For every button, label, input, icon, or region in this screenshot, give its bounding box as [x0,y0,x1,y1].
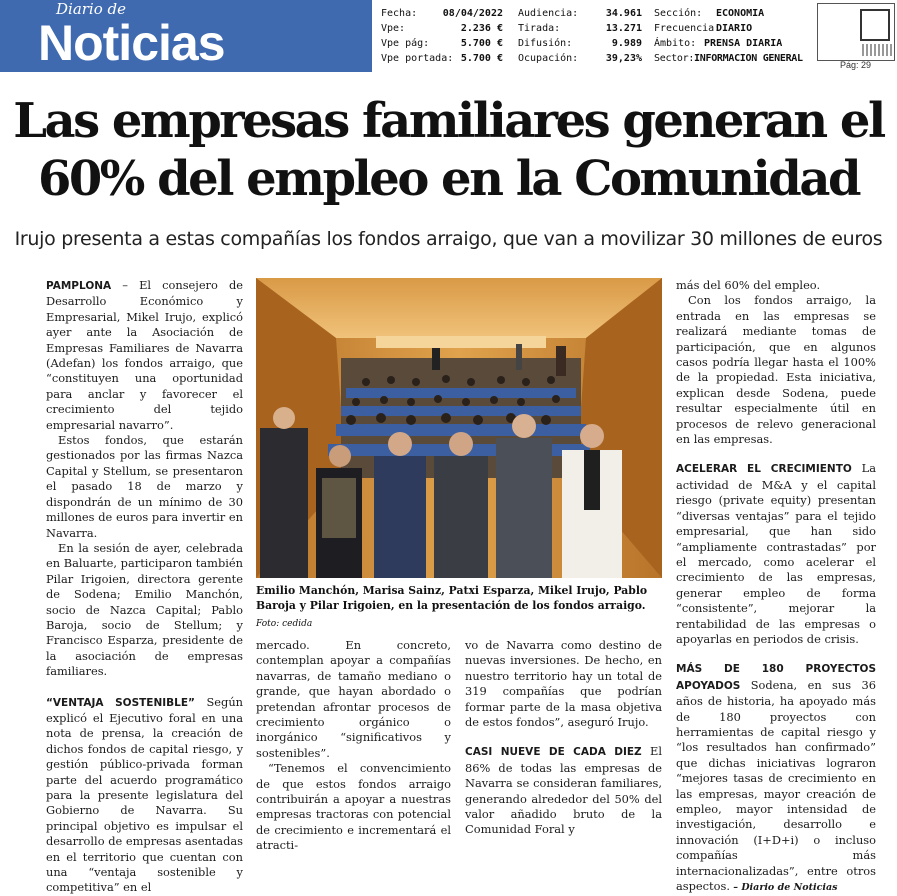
headline-line-1: Las empresas familiares generan el [13,93,884,149]
meta-value: 13.271 [605,23,642,34]
dateline: PAMPLONA [46,280,112,292]
meta-column-2 [518,6,642,66]
paragraph [46,695,243,896]
meta-label: Tirada: [518,23,561,34]
meta-value: INFORMACION GENERAL [694,53,803,64]
meta-value: 2.236 € [460,23,503,34]
paragraph-text: El 86% de todas las empresas de Navarra se consideran familiares, generando alrededor del 50% del valor añadido bruto de la Comunidad Foral y [465,744,662,837]
paragraph: vo de Navarra como destino de nuevas inversiones. De hecho, en nuestro territorio hay un total de 319 compañías que podrían formar parte de la masa objetiva de estos fondos”, aseguró Irujo. [465,638,662,730]
meta-column-1 [381,6,503,66]
meta-column-3 [654,6,803,66]
meta-label: Frecuencia: [654,23,721,34]
paragraph: Estos fondos, que estarán gestionados por las firmas Nazca Capital y Stellum, se presentaron el pasado 18 de marzo y dispondrán de un mínimo de 30 millones de euros para invertir en Navarra. [46,433,243,540]
paragraph-text: – El consejero de Desarrollo Económico y Empresarial, Mikel Irujo, explicó ayer ante la Asociación de Empresas Familiares de Navarra (Adefan) los fondos arraigo, que “constituyen una oportunidad para anclar y favorecer el crecimiento del tejido empresarial navarro”. [46,278,243,432]
photo-illustration [256,278,662,578]
paragraph: mercado. En concreto, contemplan apoyar a compañías navarras, de tamaño mediano o grande, que hayan abordado o pretendan afrontar procesos de crecimiento orgánico o inorgánico “significativos y sostenibles”. [256,638,451,760]
thumbnail-frame [860,9,890,41]
event-photo [256,278,662,578]
subheadline: Irujo presenta a estas compañías los fondos arraigo, que van a movilizar 30 millones de euros [14,228,883,250]
byline-signature: – Diario de Noticias [729,882,838,894]
meta-label: Vpe portada: [381,53,454,64]
headline-line-2: 60% del empleo en la Comunidad [37,151,859,207]
meta-label: Sección: [654,8,703,19]
meta-value: 5.700 € [460,38,503,49]
meta-value: 08/04/2022 [442,8,503,19]
photo-credit: Foto: cedida [256,619,313,629]
meta-value: 9.989 [611,38,642,49]
meta-value: 39,23% [605,53,642,64]
paragraph [465,744,662,837]
paragraph-text: Sodena, en sus 36 años de historia, ha apoyado más de 180 proyectos con herramientas de capital riesgo y “los resultados han confirmado” que dichas iniciativas lograron “mejores tasas de crecimiento en las empresas, mayor creación de empleo, mayor intensidad de investigación, desarrollo e innovación (I+D+i) o incluso compañías más internacionalizadas”, entre otros aspectos. [676,677,876,894]
paragraph: “Tenemos el convencimiento de que estos fondos arraigo contribuirán a apoyar a nuestras empresas tractoras con potencial de crecimiento e incrementará el atracti- [256,761,451,853]
section-lead: CASI NUEVE DE CADA DIEZ [465,746,642,759]
headline [0,92,897,208]
paragraph [676,461,876,647]
paragraph: En la sesión de ayer, celebrada en Baluarte, participaron también Pilar Irigoien, directora gerente de Sodena; Emilio Manchón, socio de Nazca Capital; Pablo Baroja, socio de Stellum; y Francisco Esparza, presidente de la asociación de empresas familiares. [46,540,243,679]
section-lead: “VENTAJA SOSTENIBLE” [46,696,195,709]
column-1 [46,278,243,896]
paragraph [46,278,243,433]
caption-text: Emilio Manchón, Marisa Sainz, Patxi Esparza, Mikel Irujo, Pablo Baroja y Pilar Irigoien, en la presentación de los fondos arraigo. [256,584,648,612]
thumbnail-scrap [862,44,892,56]
meta-value: ECONOMIA [716,8,765,19]
meta-label: Ámbito: [654,38,697,49]
page-number: Pág: 29 [840,60,872,70]
meta-label: Audiencia: [518,8,579,19]
section-lead: MÁS DE 180 PROYECTOS APOYADOS [676,663,876,692]
masthead-title: Noticias [38,15,225,71]
meta-value: 5.700 € [460,53,503,64]
meta-label: Sector: [654,53,695,64]
paragraph-text: La actividad de M&A y el capital riesgo (private equity) presentan “diversas ventajas” para el tejido empresarial, que han sido “ampliamente contrastadas” por el mercado, como acelerar el crecimiento de las empresas, generar empleo de forma “consistente”, mejorar la rentabilidad de las empresas o apoyarlas en periodos de crisis. [676,461,876,646]
meta-label: Fecha: [381,8,418,19]
column-4 [676,278,876,895]
masthead-subtitle: Diario de [56,0,127,18]
paragraph: Con los fondos arraigo, la entrada en las empresas se realizará mediante tomas de participación, que en algunos casos podría llegar hasta el 100% de la propiedad. Esta iniciativa, explican desde Sodena, puede resultar especialmente útil en procesos de relevo generacional en las empresas. [676,293,876,447]
masthead [0,0,372,72]
paragraph-text: Según explicó el Ejecutivo foral en una nota de prensa, la creación de dichos fondos de capital riesgo, y gestión público-privada forman parte del acuerdo programático para la presente legislatura del Gobierno de Navarra. Su principal objetivo es impulsar el desarrollo de empresas asentadas en el territorio que cuentan con una “ventaja sostenible y competitiva” en el [46,694,243,895]
meta-value: DIARIO [716,23,753,34]
meta-value: 34.961 [605,8,642,19]
meta-label: Difusión: [518,38,573,49]
meta-label: Ocupación: [518,53,579,64]
paragraph [676,661,876,895]
column-2 [256,638,451,854]
meta-label: Vpe pág: [381,38,430,49]
meta-label: Vpe: [381,23,406,34]
page-thumbnail [817,3,895,61]
section-lead: ACELERAR EL CRECIMIENTO [676,463,852,476]
photo-caption [256,583,662,632]
meta-value: PRENSA DIARIA [704,38,783,49]
paragraph: más del 60% del empleo. [676,278,821,292]
column-3 [465,638,662,838]
